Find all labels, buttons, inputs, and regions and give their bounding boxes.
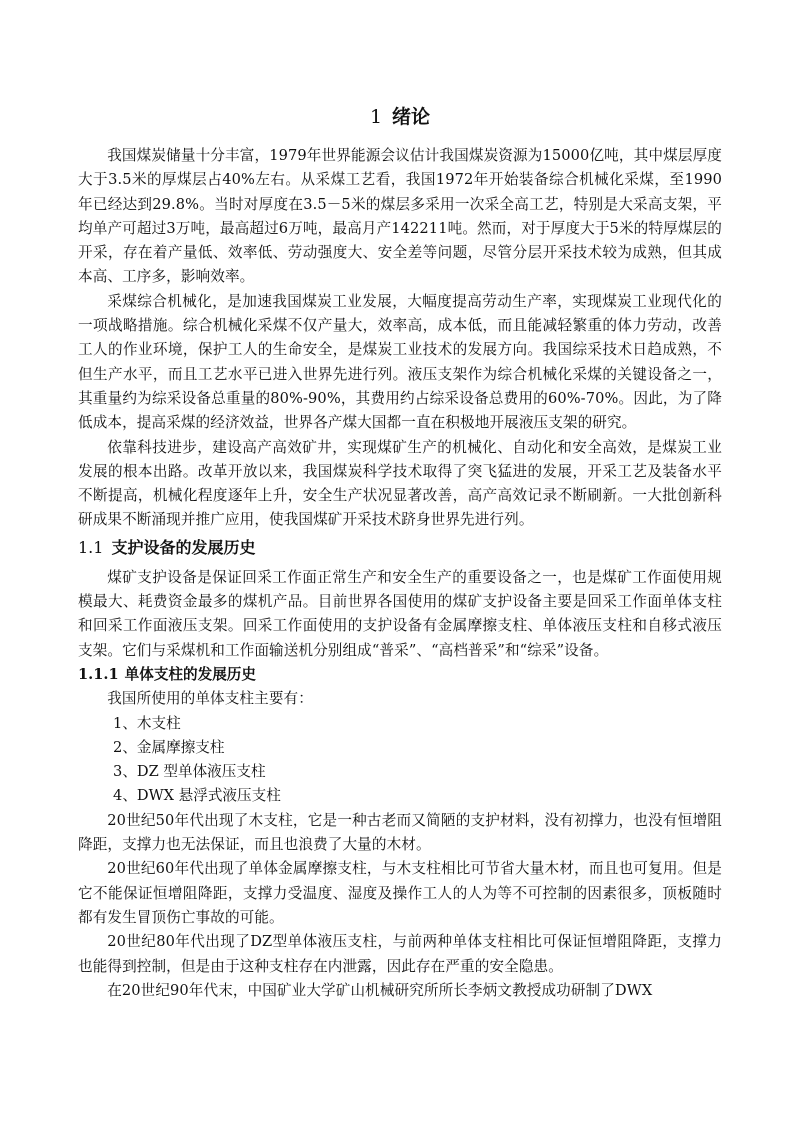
list-item: 3、DZ 型单体液压支柱 [113, 763, 266, 781]
intro-paragraph-2: 采煤综合机械化，是加速我国煤炭工业发展，大幅度提高劳动生产率，实现煤炭工业现代化的一项战略措施。综合机械化采煤不仅产量大，效率高，成本低，而且能减轻繁重的体力劳动，改善工人的作业环境，保护工人的生命安全，是煤炭工业技术的发展方向。我国综采技术日趋成熟，不但生产水平，而且工艺水平已进入世界先进行列。液压支架作为综合机械化采煤的关键设备之一，其重量约为综采设备总重量的80%-90%，其费用约占综采设备总费用的60%-70%。因此，为了降低成本，提高采煤的经济效益，世界各产煤大国都一直在积极地开展液压支架的研究。 [78, 292, 722, 432]
list-item: 4、DWX 悬浮式液压支柱 [113, 787, 281, 805]
subsection-lead: 我国所使用的单体支柱主要有： [107, 690, 313, 708]
subsection-number: 1.1.1 [78, 665, 119, 683]
chapter-title: 绪论 [392, 106, 431, 128]
history-paragraph-1960s: 20世纪60年代出现了单体金属摩擦支柱，与木支柱相比可节省大量木材，而且也可复用。但是它不能保证恒增阻降距，支撑力受温度、湿度及操作工人的人为等不可控制的因素很多，顶板随时都有发生冒顶伤亡事故的可能。 [78, 860, 722, 926]
list-item: 1、木支柱 [113, 714, 181, 732]
list-item: 2、金属摩擦支柱 [113, 738, 225, 756]
section-title: 支护设备的发展历史 [111, 537, 256, 557]
history-paragraph-1950s: 20世纪50年代出现了木支柱，它是一种古老而又简陋的支护材料，没有初撑力，也没有恒增阻降距，支撑力也无法保证，而且也浪费了大量的木材。 [78, 811, 722, 854]
intro-paragraph-1: 我国煤炭储量十分丰富，1979年世界能源会议估计我国煤炭资源为15000亿吨，其中煤层厚度大于3.5米的厚煤层占40%左右。从采煤工艺看，我国1972年开始装备综合机械化采煤，至1990年已经达到29.8%。当时对厚度在3.5－5米的煤层多采用一次采全高工艺，特别是大采高支架，平均单产可超过3万吨，最高超过6万吨，最高月产142211吨。然而，对于厚度大于5米的特厚煤层的开采，存在着产量低、效率低、劳动强度大、安全差等问题，尽管分层开采技术较为成熟，但其成本高、工序多，影响效率。 [78, 147, 722, 286]
section-heading [78, 536, 722, 560]
subsection-title: 单体支柱的发展历史 [124, 665, 256, 683]
section-paragraph: 煤矿支护设备是保证回采工作面正常生产和安全生产的重要设备之一，也是煤矿工作面使用规模最大、耗费资金最多的煤机产品。目前世界各国使用的煤矿支护设备主要是回采工作面单体支柱和回采工作面液压支架。回采工作面使用的支护设备有金属摩擦支柱、单体液压支柱和自移式液压支架。它们与采煤机和工作面输送机分别组成“普采”、“高档普采”和“综采”设备。 [78, 568, 722, 659]
intro-paragraph-3: 依靠科技进步，建设高产高效矿井，实现煤矿生产的机械化、自动化和安全高效，是煤炭工业发展的根本出路。改革开放以来，我国煤炭科学技术取得了突飞猛进的发展，开采工艺及装备水平不断提高，机械化程度逐年上升，安全生产状况显著改善，高产高效记录不断刷新。一大批创新科研成果不断涌现并推广应用，使我国煤矿开采技术跻身世界先进行列。 [78, 438, 722, 529]
chapter-number: 1 [369, 106, 383, 128]
history-paragraph-1990s: 在20世纪90年代末，中国矿业大学矿山机械研究所所长李炳文教授成功研制了DWX [107, 981, 653, 999]
chapter-heading [78, 104, 722, 130]
history-paragraph-1980s: 20世纪80年代出现了DZ型单体液压支柱，与前两种单体支柱相比可保证恒增阻降距，支撑力也能得到控制，但是由于这种支柱存在内泄露，因此存在严重的安全隐患。 [78, 933, 722, 975]
support-type-list [78, 712, 722, 809]
page-content [78, 104, 722, 1003]
section-number: 1.1 [78, 537, 104, 557]
subsection-heading [78, 663, 722, 687]
